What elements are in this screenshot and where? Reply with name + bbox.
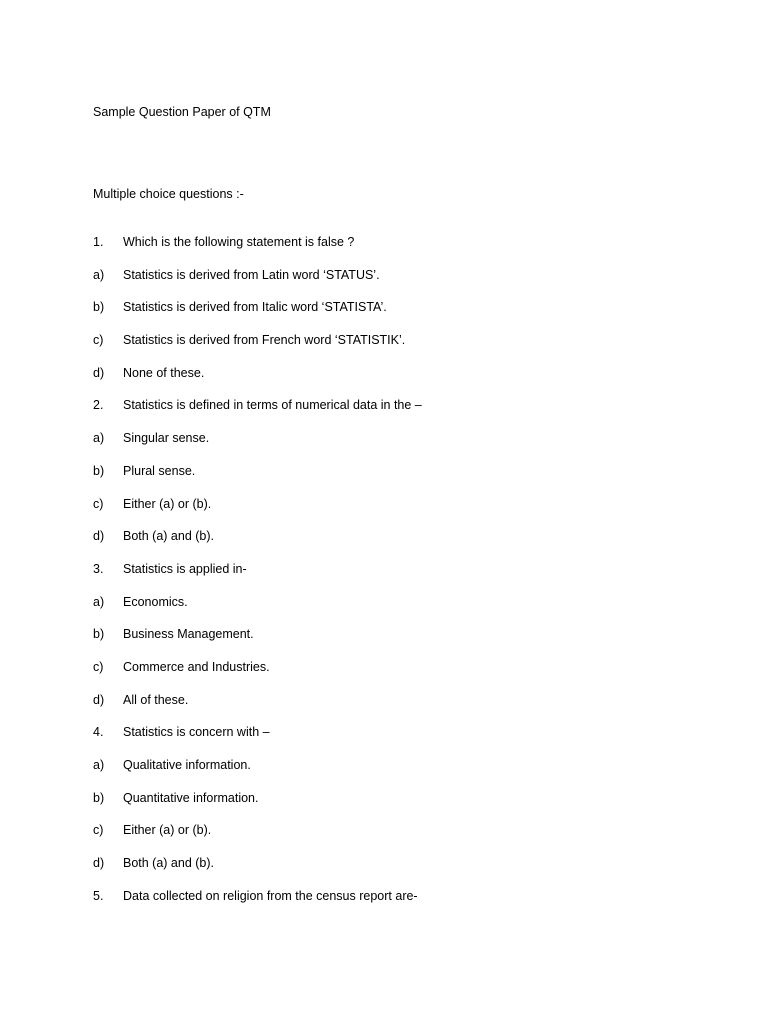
question-text: Statistics is defined in terms of numerical data in the –: [123, 398, 422, 413]
item-marker: 5.: [93, 888, 104, 903]
item-marker: b): [93, 463, 105, 478]
option-text: Business Management.: [123, 627, 254, 642]
page-title: Sample Question Paper of QTM: [93, 105, 271, 119]
question-4: [93, 724, 713, 757]
option-text: All of these.: [123, 692, 189, 707]
option-4a: [93, 757, 713, 790]
item-marker: d): [93, 529, 105, 544]
option-text: Singular sense.: [123, 431, 210, 446]
item-marker: 1.: [93, 235, 104, 249]
option-1b: [93, 299, 713, 332]
option-text: Commerce and Industries.: [123, 659, 270, 674]
item-marker: b): [93, 790, 105, 805]
option-text: Both (a) and (b).: [123, 856, 215, 871]
option-3c: [93, 659, 713, 692]
question-list: [93, 234, 713, 920]
question-text: Statistics is applied in-: [123, 561, 247, 576]
item-marker: a): [93, 431, 105, 446]
question-2: [93, 397, 713, 430]
section-heading: Multiple choice questions :-: [93, 187, 244, 201]
option-3b: [93, 626, 713, 659]
question-text: Which is the following statement is false ?: [123, 235, 355, 249]
option-text: None of these.: [123, 365, 205, 380]
option-text: Both (a) and (b).: [123, 529, 215, 544]
item-marker: c): [93, 659, 104, 674]
item-marker: b): [93, 300, 105, 315]
item-marker: c): [93, 823, 104, 838]
question-text: Statistics is concern with –: [123, 725, 270, 740]
question-5: [93, 888, 713, 921]
item-marker: 4.: [93, 725, 104, 740]
option-text: Economics.: [123, 594, 188, 609]
item-marker: d): [93, 365, 105, 380]
option-text: Qualitative information.: [123, 758, 251, 772]
item-marker: 2.: [93, 398, 104, 413]
option-2a: [93, 430, 713, 463]
option-text: Statistics is derived from Italic word ‘STATISTA’.: [123, 300, 387, 315]
item-marker: d): [93, 856, 105, 871]
option-1c: [93, 332, 713, 365]
item-marker: a): [93, 758, 105, 772]
option-1a: [93, 267, 713, 300]
option-text: Statistics is derived from Latin word ‘STATUS’.: [123, 267, 380, 282]
item-marker: a): [93, 594, 105, 609]
option-2c: [93, 496, 713, 529]
option-2d: [93, 528, 713, 561]
option-text: Statistics is derived from French word ‘STATISTIK’.: [123, 333, 406, 348]
option-text: Either (a) or (b).: [123, 496, 212, 511]
option-1d: [93, 365, 713, 398]
item-marker: b): [93, 627, 105, 642]
question-text: Data collected on religion from the census report are-: [123, 888, 418, 903]
option-3d: [93, 692, 713, 725]
item-marker: 3.: [93, 561, 104, 576]
option-4d: [93, 855, 713, 888]
option-text: Plural sense.: [123, 463, 196, 478]
item-marker: a): [93, 267, 105, 282]
question-3: [93, 561, 713, 594]
item-marker: d): [93, 692, 105, 707]
option-4b: [93, 790, 713, 823]
option-4c: [93, 822, 713, 855]
option-text: Quantitative information.: [123, 790, 259, 805]
item-marker: c): [93, 496, 104, 511]
option-2b: [93, 463, 713, 496]
item-marker: c): [93, 333, 104, 348]
option-3a: [93, 594, 713, 627]
question-1: [93, 234, 713, 267]
option-text: Either (a) or (b).: [123, 823, 212, 838]
